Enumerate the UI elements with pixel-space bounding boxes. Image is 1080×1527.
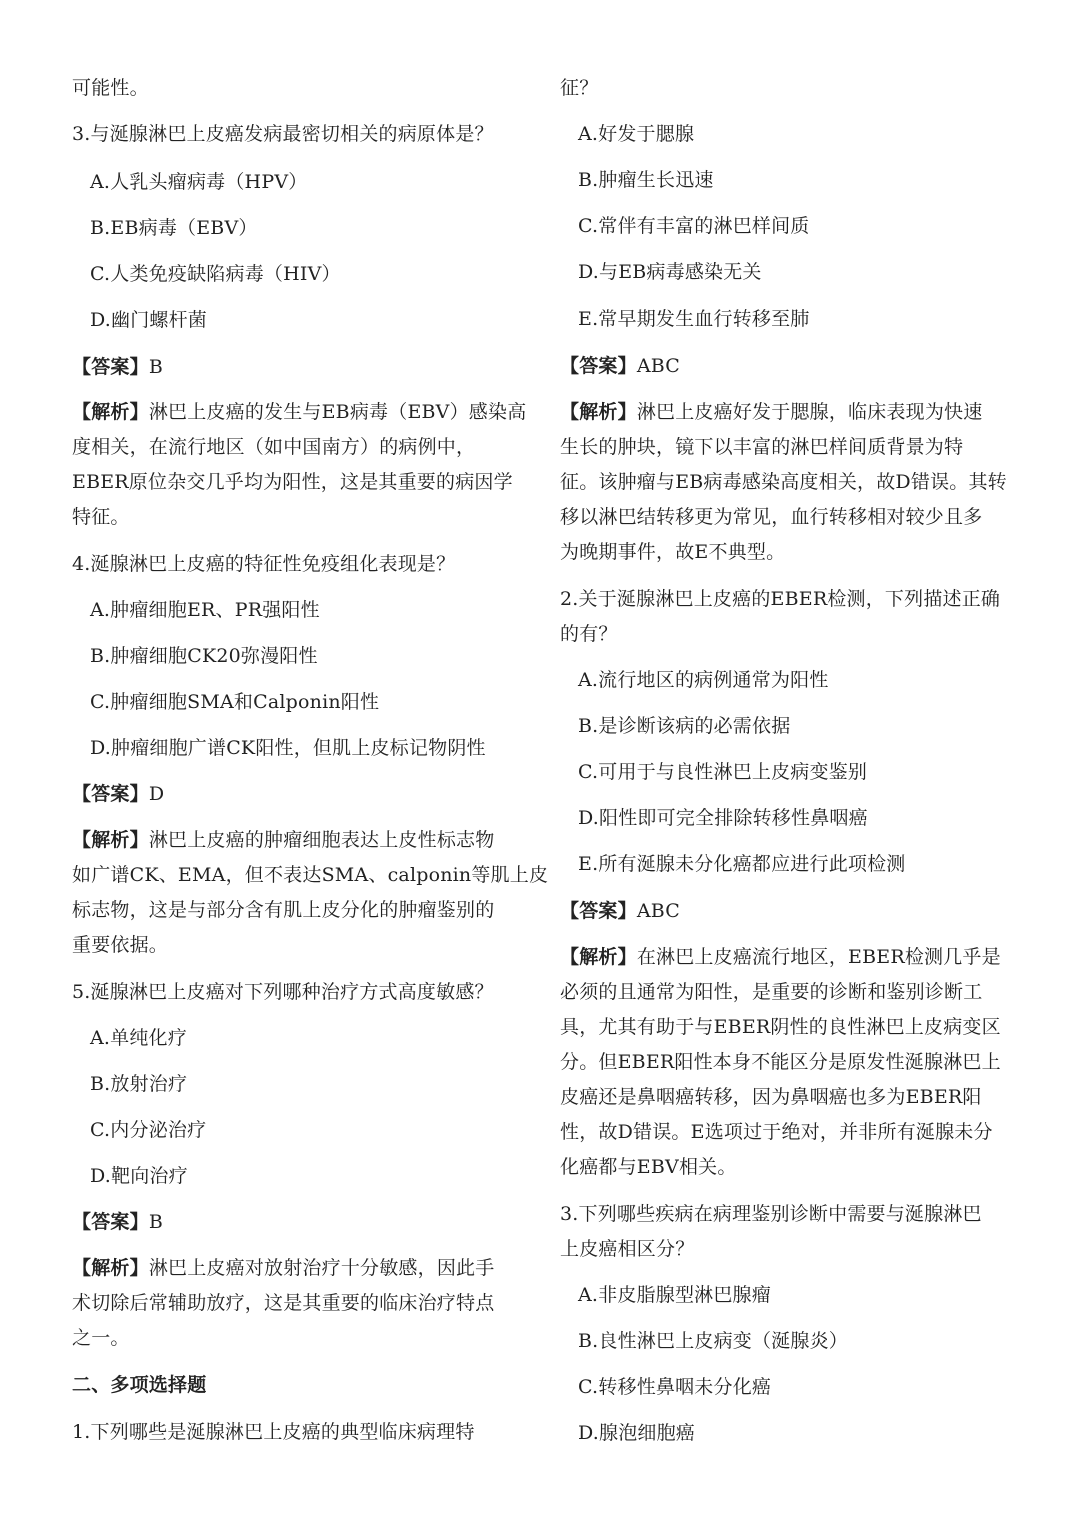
answer-value: ABC [636, 900, 680, 922]
answer-label: 【答案】 [560, 900, 637, 922]
text-fragment: 征？ [560, 77, 599, 99]
answer [560, 899, 680, 923]
option-c: C.可用于与良性淋巴上皮病变鉴别 [578, 761, 868, 783]
multi-question-2-cont: 的有？ [560, 623, 618, 645]
analysis-line: 必须的且通常为阳性，是重要的诊断和鉴别诊断工 [560, 981, 983, 1003]
multi-question-1: 1.下列哪些是涎腺淋巴上皮癌的典型临床病理特 [72, 1421, 475, 1443]
analysis-line: 生长的肿块，镜下以丰富的淋巴样间质背景为特 [560, 436, 964, 458]
analysis-line: 标志物，这是与部分含有肌上皮分化的肿瘤鉴别的 [72, 899, 495, 921]
analysis-line: 移以淋巴结转移更为常见，血行转移相对较少且多 [560, 506, 983, 528]
option-a: A.人乳头瘤病毒（HPV） [90, 171, 308, 193]
answer-value: B [148, 1211, 163, 1233]
analysis-line: 具，尤其有助于与EBER阴性的良性淋巴上皮病变区 [560, 1016, 1001, 1038]
question-3: 3.与涎腺淋巴上皮癌发病最密切相关的病原体是？ [72, 123, 494, 145]
analysis-text: 在淋巴上皮癌流行地区，EBER检测几乎是 [636, 946, 1001, 968]
analysis-line: 征。该肿瘤与EB病毒感染高度相关，故D错误。其转 [560, 471, 1007, 493]
analysis-line: 如广谱CK、EMA，但不表达SMA、calponin等肌上皮 [72, 864, 549, 886]
option-c: C.人类免疫缺陷病毒（HIV） [90, 263, 341, 285]
option-d: D.腺泡细胞癌 [578, 1422, 695, 1444]
option-d: D.靶向治疗 [90, 1165, 188, 1187]
option-b: B.放射治疗 [90, 1073, 188, 1095]
analysis-line: 为晚期事件，故E不典型。 [560, 541, 786, 563]
analysis-line: 分。但EBER阳性本身不能区分是原发性涎腺淋巴上 [560, 1051, 1001, 1073]
option-e: E.所有涎腺未分化癌都应进行此项检测 [578, 853, 906, 875]
analysis-label: 【解析】 [560, 946, 637, 968]
option-a: A.肿瘤细胞ER、PR强阳性 [90, 599, 320, 621]
section-title: 二、多项选择题 [72, 1374, 207, 1396]
option-b: B.良性淋巴上皮病变（涎腺炎） [578, 1330, 849, 1352]
option-d: D.幽门螺杆菌 [90, 309, 207, 331]
answer [72, 1210, 163, 1234]
answer-label: 【答案】 [72, 783, 149, 805]
analysis-line: 之一。 [72, 1327, 130, 1349]
answer-label: 【答案】 [72, 356, 149, 378]
analysis-line [72, 400, 526, 424]
analysis-line: 度相关，在流行地区（如中国南方）的病例中， [72, 436, 476, 458]
analysis-line: 皮癌还是鼻咽癌转移，因为鼻咽癌也多为EBER阳 [560, 1086, 982, 1108]
option-a: A.流行地区的病例通常为阳性 [578, 669, 829, 691]
option-c: C.肿瘤细胞SMA和Calponin阳性 [90, 691, 380, 713]
analysis-line: 特征。 [72, 506, 130, 528]
answer [560, 354, 680, 378]
analysis-text: 淋巴上皮癌好发于腮腺，临床表现为快速 [636, 401, 983, 423]
answer-value: B [148, 356, 163, 378]
analysis-label: 【解析】 [72, 1257, 149, 1279]
option-a: A.非皮脂腺型淋巴腺瘤 [578, 1284, 771, 1306]
analysis-line: EBER原位杂交几乎均为阳性，这是其重要的病因学 [72, 471, 513, 493]
option-b: B.EB病毒（EBV） [90, 217, 258, 239]
analysis-line [560, 945, 1001, 969]
analysis-text: 淋巴上皮癌对放射治疗十分敏感，因此手 [148, 1257, 495, 1279]
option-a: A.好发于腮腺 [578, 123, 695, 145]
option-d: D.阳性即可完全排除转移性鼻咽癌 [578, 807, 868, 829]
option-c: C.常伴有丰富的淋巴样间质 [578, 215, 810, 237]
analysis-label: 【解析】 [72, 829, 149, 851]
answer-label: 【答案】 [72, 1211, 149, 1233]
option-b: B.肿瘤生长迅速 [578, 169, 714, 191]
option-c: C.转移性鼻咽未分化癌 [578, 1376, 772, 1398]
question-4: 4.涎腺淋巴上皮癌的特征性免疫组化表现是？ [72, 553, 456, 575]
option-b: B.肿瘤细胞CK20弥漫阳性 [90, 645, 318, 667]
multi-question-3: 3.下列哪些疾病在病理鉴别诊断中需要与涎腺淋巴 [560, 1203, 982, 1225]
option-b: B.是诊断该病的必需依据 [578, 715, 791, 737]
option-d: D.与EB病毒感染无关 [578, 261, 762, 283]
option-e: E.常早期发生血行转移至肺 [578, 308, 810, 330]
answer-value: D [148, 783, 165, 805]
option-c: C.内分泌治疗 [90, 1119, 207, 1141]
answer [72, 782, 164, 806]
analysis-label: 【解析】 [560, 401, 637, 423]
option-d: D.肿瘤细胞广谱CK阳性，但肌上皮标记物阴性 [90, 737, 486, 759]
option-a: A.单纯化疗 [90, 1027, 187, 1049]
analysis-line: 性，故D错误。E选项过于绝对，并非所有涎腺未分 [560, 1121, 993, 1143]
analysis-line: 重要依据。 [72, 934, 169, 956]
answer-label: 【答案】 [560, 355, 637, 377]
multi-question-3-cont: 上皮癌相区分？ [560, 1238, 695, 1260]
analysis-label: 【解析】 [72, 401, 149, 423]
analysis-line [72, 1256, 494, 1280]
analysis-text: 淋巴上皮癌的肿瘤细胞表达上皮性标志物 [148, 829, 495, 851]
answer [72, 355, 163, 379]
question-5: 5.涎腺淋巴上皮癌对下列哪种治疗方式高度敏感？ [72, 981, 494, 1003]
analysis-line [560, 400, 982, 424]
answer-value: ABC [636, 355, 680, 377]
text-fragment: 可能性。 [72, 77, 149, 99]
multi-question-2: 2.关于涎腺淋巴上皮癌的EBER检测，下列描述正确 [560, 588, 1001, 610]
analysis-line: 术切除后常辅助放疗，这是其重要的临床治疗特点 [72, 1292, 495, 1314]
analysis-text: 淋巴上皮癌的发生与EB病毒（EBV）感染高 [148, 401, 527, 423]
analysis-line [72, 828, 494, 852]
analysis-line: 化癌都与EBV相关。 [560, 1156, 737, 1178]
